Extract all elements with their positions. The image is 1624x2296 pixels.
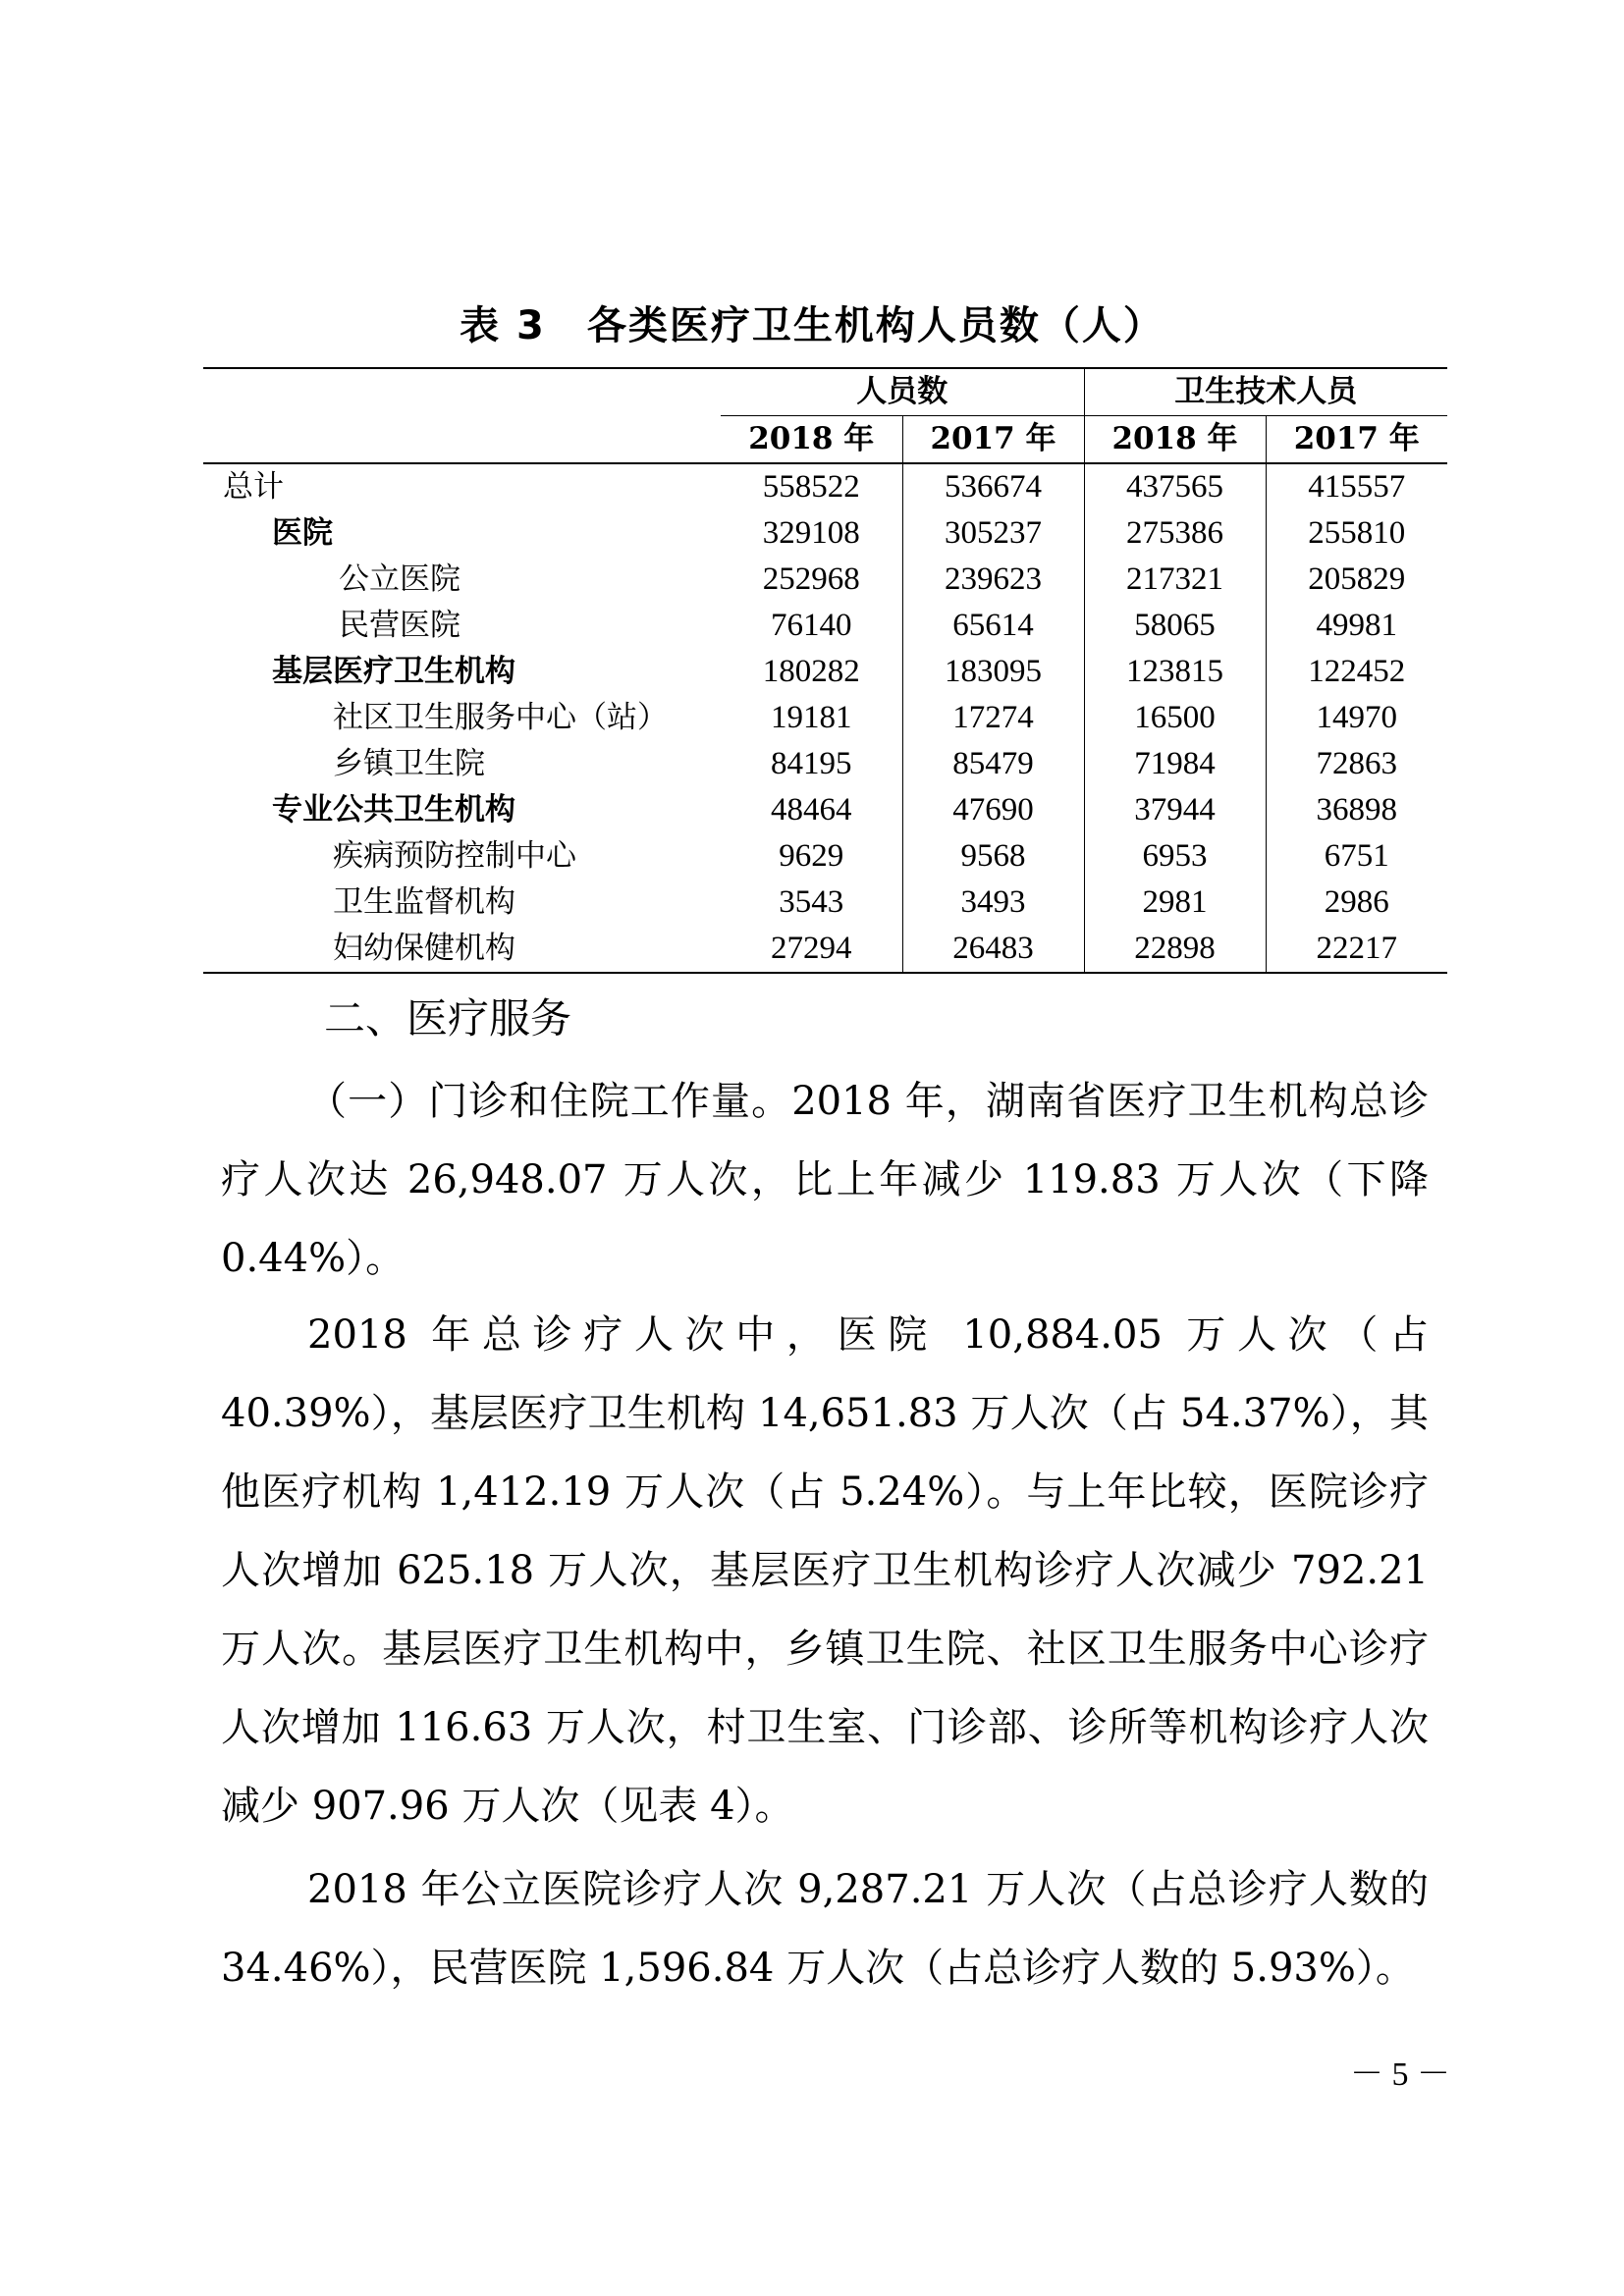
cell: 305237 [902,510,1084,557]
group-header-tech-staff: 卫生技术人员 [1084,368,1447,416]
cell: 36898 [1266,787,1447,833]
cell: 123815 [1084,649,1266,695]
year-header: 2018 年 [1084,416,1266,464]
cell: 2981 [1084,880,1266,926]
section-heading: 二、医疗服务 [324,994,572,1042]
cell: 205829 [1266,557,1447,603]
body-text-2 [221,1296,1429,1845]
cell: 558522 [762,469,860,505]
table-row [203,649,1447,695]
cell: 2986 [1266,880,1447,926]
cell: 255810 [1266,510,1447,557]
table-row [203,557,1447,603]
row-label: 疾病预防控制中心 [333,838,576,874]
cell: 19181 [771,700,852,735]
year-header: 2018 年 [748,421,875,456]
cell: 22898 [1084,926,1266,973]
row-label: 公立医院 [339,561,460,597]
cell: 27294 [771,931,852,966]
staff-table [203,367,1447,974]
cell: 437565 [1084,463,1266,510]
row-label: 总计 [223,469,284,505]
cell: 239623 [902,557,1084,603]
row-label: 妇幼保健机构 [333,931,515,966]
row-label: 医院 [272,515,333,551]
year-header: 2017 年 [902,416,1084,464]
cell: 72863 [1266,741,1447,787]
table-row [203,463,1447,510]
cell: 3543 [779,884,844,920]
row-label: 基层医疗卫生机构 [272,654,515,689]
cell: 9629 [779,838,844,874]
cell: 183095 [902,649,1084,695]
table-row [203,787,1447,833]
table-row [203,833,1447,880]
page-number: － 5 － [1350,2056,1450,2093]
cell: 9568 [902,833,1084,880]
cell: 76140 [771,608,852,643]
row-label: 社区卫生服务中心（站） [333,700,668,735]
row-label: 民营医院 [339,608,460,643]
table-row [203,880,1447,926]
cell: 415557 [1266,463,1447,510]
table-row [203,603,1447,649]
body-text-3 [221,1850,1429,2007]
row-label: 乡镇卫生院 [333,746,485,781]
cell: 71984 [1084,741,1266,787]
cell: 85479 [902,741,1084,787]
cell: 14970 [1266,695,1447,741]
cell: 49981 [1266,603,1447,649]
cell: 47690 [902,787,1084,833]
cell: 6953 [1084,833,1266,880]
cell: 17274 [902,695,1084,741]
cell: 22217 [1266,926,1447,973]
paragraph: （一）门诊和住院工作量。2018 年，湖南省医疗卫生机构总诊疗人次达 26,948.07 万人次，比上年减少 119.83 万人次（下降 0.44%）。 [221,1079,1429,1281]
table-corner-2 [203,416,721,464]
cell: 275386 [1084,510,1266,557]
paragraph: 2018 年总诊疗人次中，医院 10,884.05 万人次（占 40.39%），基层医疗卫生机构 14,651.83 万人次（占 54.37%），其他医疗机构 1,412.19 万人次（占 5.24%）。与上年比较，医院诊疗人次增加 625.18 万人次，基层医疗卫生机构诊疗人次减少 792.21 万人次。基层医疗卫生机构中，乡镇卫生院、社区卫生服务中心诊疗人次增加 116.63 万人次，村卫生室、门诊部、诊所等机构诊疗人次减少 907.96 万人次（见表 4）。 [221,1312,1429,1829]
cell: 536674 [902,463,1084,510]
cell: 16500 [1084,695,1266,741]
table-corner [203,368,721,416]
row-label: 专业公共卫生机构 [272,792,515,828]
cell: 217321 [1084,557,1266,603]
body-text [221,1062,1429,1298]
cell: 3493 [902,880,1084,926]
table-row [203,510,1447,557]
table-row [203,926,1447,973]
cell: 122452 [1266,649,1447,695]
cell: 65614 [902,603,1084,649]
group-header-staff: 人员数 [721,368,1084,416]
cell: 58065 [1084,603,1266,649]
cell: 84195 [771,746,852,781]
cell: 6751 [1266,833,1447,880]
cell: 26483 [902,926,1084,973]
cell: 48464 [771,792,852,828]
year-header: 2017 年 [1266,416,1447,464]
cell: 329108 [762,515,860,551]
cell: 252968 [762,561,860,597]
table-row [203,741,1447,787]
cell: 37944 [1084,787,1266,833]
table-title: 表 3 各类医疗卫生机构人员数（人） [460,303,1164,348]
table-row [203,695,1447,741]
cell: 180282 [762,654,860,689]
row-label: 卫生监督机构 [333,884,515,920]
paragraph: 2018 年公立医院诊疗人次 9,287.21 万人次（占总诊疗人数的 34.46%），民营医院 1,596.84 万人次（占总诊疗人数的 5.93%）。 [221,1867,1429,1991]
